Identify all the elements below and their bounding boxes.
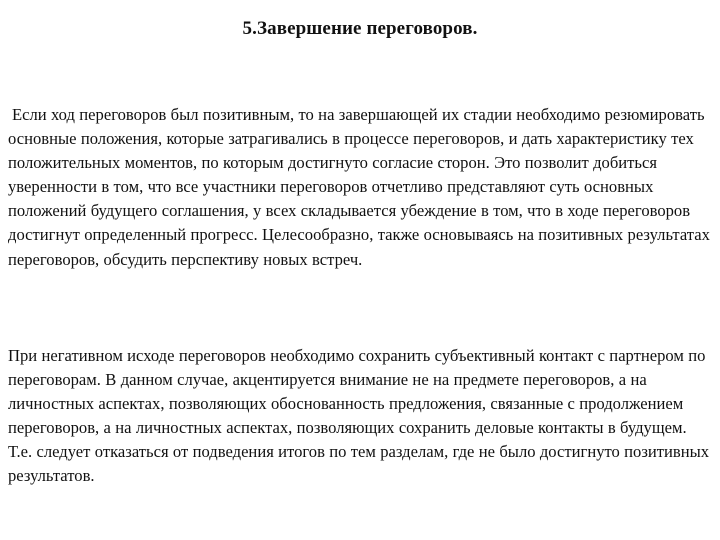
paragraph-negative-outcome: При негативном исходе переговоров необходимо сохранить субъективный контакт с партнером по переговорам. В данном случае, акцентируется внимание не на предмете переговоров, а на личностных аспектах, позволяющих обоснованность предложения, связанные с продолжением переговоров, а на личностных аспектах, позволяющих сохранить деловые контакты в будущем. Т.е. следует отказаться от подведения итогов по тем разделам, где не было достигнуто позитивных результатов. [8,346,710,486]
paragraph-positive-outcome: Если ход переговоров был позитивным, то на завершающей их стадии необходимо резюмировать основные положения, которые затрагивались в процессе переговоров, и дать характеристику тех положительных моментов, по которым достигнуто согласие сторон. Это позволит добиться уверенности в том, что все участники переговоров отчетливо представляют суть основных положений будущего соглашения, у всех складывается убеждение в том, что в ходе переговоров достигнут определенный прогресс. Целесообразно, также основываясь на позитивных результатах переговоров, обсудить перспективу новых встреч. [8,105,710,269]
slide-title: 5.Завершение переговоров. [242,18,478,39]
